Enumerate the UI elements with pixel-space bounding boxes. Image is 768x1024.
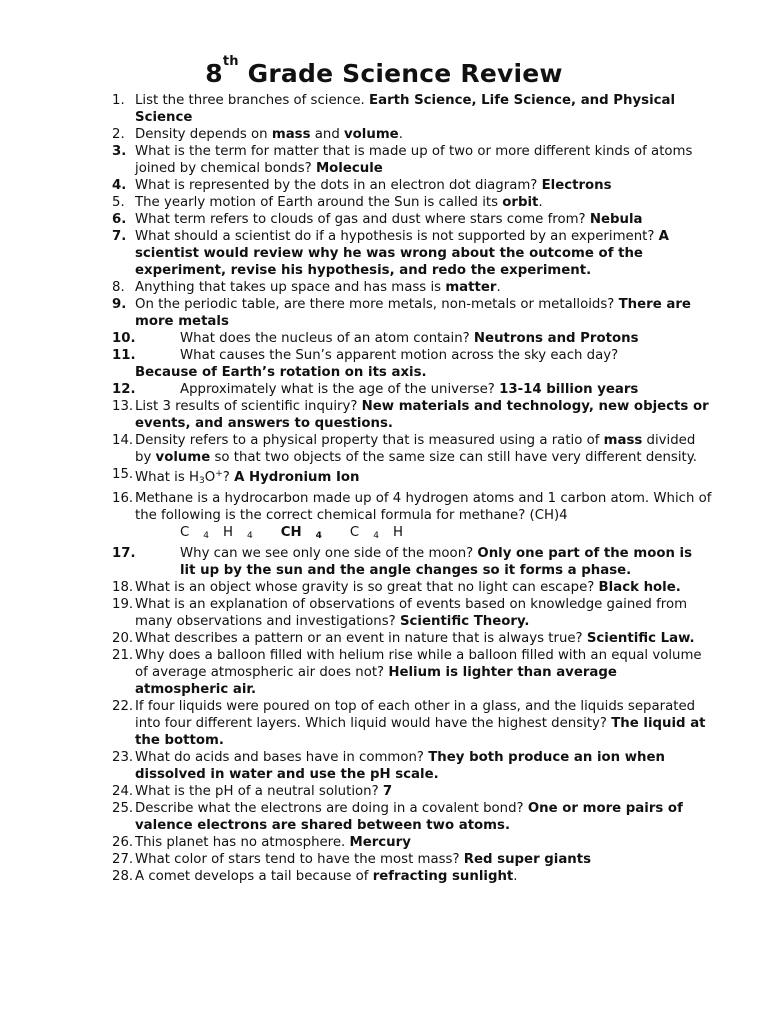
- list-item: 2. Density depends on mass and volume.: [112, 127, 403, 142]
- list-item: 25. Describe what the electrons are doing in a covalent bond? One or more pairs of valence electrons are shared between two atoms.: [112, 801, 683, 833]
- list-item: 14. Density refers to a physical property that is measured using a ratio of mass divided by volume so that two objects of the same size can still have very different density.: [112, 433, 697, 465]
- formula-choice-c4h: C $_4$ H: [349, 525, 403, 541]
- list-item: 20. What describes a pattern or an event in nature that is always true? Scientific Law.: [112, 631, 695, 646]
- title-superscript: th: [222, 53, 239, 69]
- list-item: 19. What is an explanation of observations of events based on knowledge gained from many observations and investigations? Scientific Theory.: [112, 597, 688, 629]
- list-item: 27. What color of stars tend to have the most mass? Red super giants: [112, 852, 592, 867]
- list-item: 10. What does the nucleus of an atom contain? Neutrons and Protons: [112, 331, 639, 346]
- list-item: 6. What term refers to clouds of gas and dust where stars come from? Nebula: [112, 212, 643, 227]
- list-item: 12. Approximately what is the age of the universe? 13-14 billion years: [112, 382, 639, 397]
- list-item: 11. What causes the Sun’s apparent motion across the sky each day? Because of Earth’s rotation on its axis.: [112, 348, 619, 380]
- list-item: 26. This planet has no atmosphere. Mercury: [112, 835, 411, 850]
- list-item: 22. If four liquids were poured on top of each other in a glass, and the liquids separated into four different layers. Which liquid would have the highest density? The liquid at the bottom.: [112, 699, 706, 748]
- list-item: 3. What is the term for matter that is made up of two or more different kinds of atoms joined by chemical bonds? Molecule: [112, 144, 693, 176]
- list-item: 13. List 3 results of scientific inquiry? New materials and technology, new objects or events, and answers to questions.: [112, 399, 709, 431]
- list-item: 24. What is the pH of a neutral solution? 7: [112, 784, 393, 799]
- list-item: 5. The yearly motion of Earth around the Sun is called its orbit.: [112, 195, 543, 210]
- list-item: 18. What is an object whose gravity is so great that no light can escape? Black hole.: [112, 580, 681, 595]
- page-title: 8th Grade Science Review: [205, 53, 563, 88]
- list-item: 23. What do acids and bases have in common? They both produce an ion when dissolved in water and use the pH scale.: [112, 750, 665, 782]
- list-item: 17. Why can we see only one side of the moon? Only one part of the moon is lit up by the sun and the angle changes so it forms a phase.: [112, 546, 693, 578]
- question-list: [112, 92, 712, 885]
- list-item: 8. Anything that takes up space and has mass is matter.: [112, 280, 501, 295]
- list-item: 16. Methane is a hydrocarbon made up of 4 hydrogen atoms and 1 carbon atom. Which of the following is the correct chemical formula for methane? (CH)4 C $_4$ H $_4$ CH $_4$ C $_4$ H: [112, 490, 712, 545]
- formula-choices: [135, 524, 712, 545]
- list-item: 9. On the periodic table, are there more metals, non-metals or metalloids? There are more metals: [112, 297, 691, 329]
- list-item: 7. What should a scientist do if a hypothesis is not supported by an experiment? A scientist would review why he was wrong about the outcome of the experiment, revise his hypothesis, and redo the experiment.: [112, 229, 669, 278]
- list-item: 1. List the three branches of science. Earth Science, Life Science, and Physical Science: [112, 93, 676, 125]
- list-item: 28. A comet develops a tail because of refracting sunlight.: [112, 869, 518, 884]
- formula-choice-c4h4: C $_4$ H $_4$: [180, 525, 253, 541]
- formula-choice-ch4: CH $_4$: [280, 525, 322, 541]
- list-item: 4. What is represented by the dots in an electron dot diagram? Electrons: [112, 178, 612, 193]
- list-item: 15. What is $H_3O^+$? A Hydronium Ion: [112, 467, 360, 486]
- list-item: 21. Why does a balloon filled with helium rise while a balloon filled with an equal volume of average atmospheric air does not? Helium is lighter than average atmospheric air.: [112, 648, 702, 697]
